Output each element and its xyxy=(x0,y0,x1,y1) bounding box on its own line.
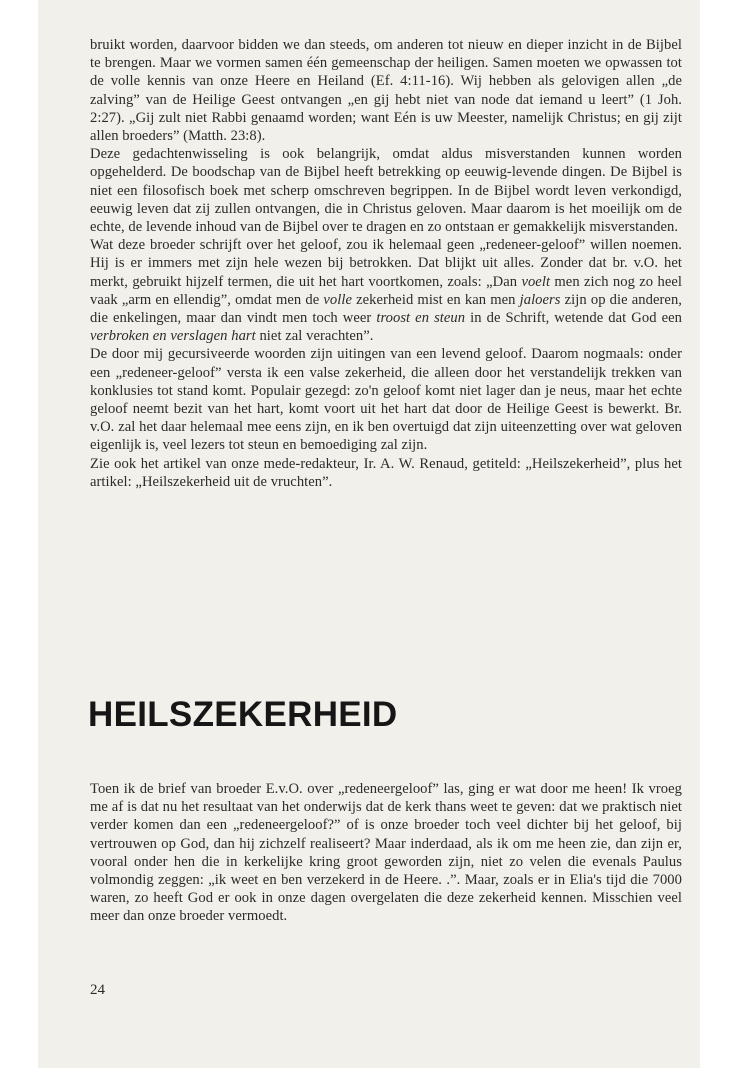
paragraph xyxy=(90,36,682,145)
section-heading: HEILSZEKERHEID xyxy=(88,695,398,734)
paragraph xyxy=(90,145,682,236)
italic-text: voelt xyxy=(521,273,551,290)
paragraph xyxy=(90,455,682,491)
italic-text: jaloers xyxy=(519,291,561,308)
text-run: zijn op die anderen, die enkelingen, maar dan vindt men toch weer xyxy=(90,291,682,327)
text-run: De door mij gecursiveerde woorden zijn uitingen van een levend geloof. Daarom nogmaals: onder een „redeneer-geloof” versta ik een valse zekerheid, die alleen door het verstandelijk trekken van konklusies tot stand komt. Populair gezegd: zo'n geloof komt niet lager dan je neus, maar het echte geloof neemt bezit van het hart, komt voort uit het hart dat door de Heilige Geest is bewerkt. Br. v.O. zal het daar helemaal mee eens zijn, en ik ben overtuigd dat zijn uiteenzetting over wat geloven eigenlijk is, veel lezers tot steun en bemoediging zal zijn. xyxy=(90,346,682,454)
text-run: niet zal verachten”. xyxy=(255,328,374,345)
paragraph xyxy=(90,236,682,345)
italic-text: troost en steun xyxy=(376,310,466,327)
text-run: zekerheid mist en kan men xyxy=(352,291,520,308)
text-run: men zich nog zo heel vaak „arm en ellendig”, omdat men de xyxy=(90,273,682,308)
text-run: Zie ook het artikel van onze mede-redakteur, Ir. A. W. Renaud, getiteld: „Heilszekerheid”, plus het artikel: „Heilszekerheid uit de vruchten”. xyxy=(90,455,682,490)
article-continuation xyxy=(90,36,682,491)
text-run: Wat deze broeder schrijft over het geloof, zou ik helemaal geen „redeneer-geloof” willen noemen. Hij is er immers met zijn hele wezen bij betrokken. Dat blijkt uit alles. Zonder dat br. v.O. het merkt, gebruikt hijzelf termen, die uit het hart voortkomen, zoals: „Dan xyxy=(90,237,682,290)
italic-text: verbroken en verslagen hart xyxy=(90,328,256,345)
paragraph xyxy=(90,345,682,454)
paragraph xyxy=(90,780,682,926)
text-run: Toen ik de brief van broeder E.v.O. over „redeneergeloof” las, ging er wat door me heen! Ik vroeg me af is dat nu het resultaat van het onderwijs dat de kerk thans weet te geven: dat we praktisch niet verder komen dan een „redeneergeloof?” of is onze broeder toch veel dichter bij het geloof, bij vertrouwen op God, dan hij zichzelf realiseert? Maar inderdaad, als ik om me heen zie, dan zijn er, vooral onder hen die in kerkelijke kring groot geworden zijn, niet zo velen die evenals Paulus volmondig zeggen: „ik weet en ben verzekerd in de Heere. .”. Maar, zoals er in Elia's tijd die 7000 waren, zo heeft God er ook in onze dagen overgelaten die deze zekerheid kennen. Misschien veel meer dan onze broeder vermoedt. xyxy=(90,781,682,925)
text-run: bruikt worden, daarvoor bidden we dan steeds, om anderen tot nieuw en dieper inzicht in de Bijbel te brengen. Maar we vormen samen één gemeenschap der heiligen. Samen moeten we opwassen tot de volle kennis van onze Heere en Heiland (Ef. 4:11-16). Wij hebben als gelovigen allen „de zalving” van de Heilige Geest ontvangen „en gij hebt niet van node dat iemand u leert” (1 Joh. 2:27). „Gij zult niet Rabbi genaamd worden; want Eén is uw Meester, namelijk Christus; en gij zijt allen broeders” (Matth. 23:8). xyxy=(90,37,682,145)
italic-text: volle xyxy=(323,291,352,308)
page-number: 24 xyxy=(90,982,105,998)
text-run: Deze gedachtenwisseling is ook belangrijk, omdat aldus misverstanden kunnen worden opgehelderd. De boodschap van de Bijbel heeft betrekking op eeuwig-levende dingen. De Bijbel is niet een filosofisch boek met scherp omschreven begrippen. In de Bijbel wordt leven verkondigd, eeuwig leven dat zij zullen ontvangen, die in Christus geloven. Maar daarom is het moeilijk om de echte, de levende inhoud van de Bijbel over te dragen en zo ontstaan er gemakkelijk misverstanden. xyxy=(90,146,682,236)
text-run: in de Schrift, wetende dat God een xyxy=(465,310,682,327)
left-margin xyxy=(0,0,38,1068)
article-body xyxy=(90,780,682,926)
